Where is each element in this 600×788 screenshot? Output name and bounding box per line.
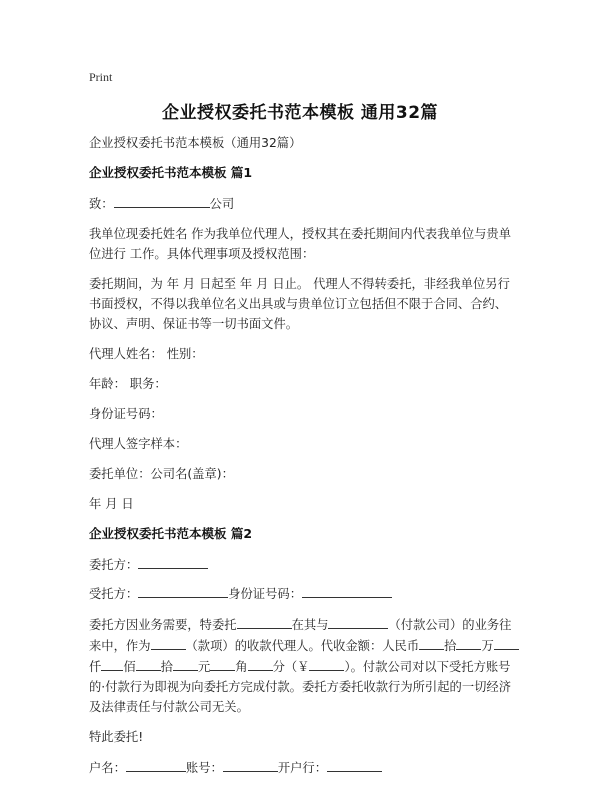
unit-wan: 万 [481,639,494,653]
unit-jiao: 角 [235,660,248,674]
unit-shi: 拾 [444,639,457,653]
collection-text-1: 委托方因业务需要，特委托 [89,618,237,632]
page-title: 企业授权委托书范本模板 通用32篇 [161,103,439,123]
blank-jiao [248,656,273,671]
date-line: 年 月 日 [89,497,134,511]
blank-yuan [210,656,235,671]
unit-qian: 仟 [89,660,102,674]
collection-paragraph [89,614,519,717]
agent-label: 受托方： [89,587,139,601]
principal-label: 委托方： [89,558,139,572]
agent-name-line: 代理人姓名： 性别： [89,347,204,361]
collection-text-4: （款项）的收款代理人。代收金额：人民币 [185,639,420,653]
term-paragraph: 委托期间，为 年 月 日起至 年 月 日止。 代理人不得转委托，非经我单位另行书面授权，不得以我单位名义出具或与贵单位订立包括但不限于合同、合约、协议、声明、保证书等一切书面文件。 [89,277,510,331]
blank-amount [309,656,344,671]
blank-wan [494,635,519,650]
id-number-line: 身份证号码： [89,407,163,421]
agent-id-label: 身份证号码： [228,587,302,601]
principal-blank [138,554,208,569]
agent-line [89,583,519,604]
blank-payment [151,635,186,650]
blank-company [328,614,388,629]
bank-blank [327,757,382,772]
agent-id-blank [302,583,392,598]
section2-heading: 企业授权委托书范本模板 篇2 [89,526,253,541]
unit-shi-2: 拾 [160,660,173,674]
principal-line [89,554,519,575]
collection-text-2: 在其与 [291,618,329,632]
signature-sample-line: 代理人签字样本： [89,437,188,451]
authorization-paragraph: 我单位现委托姓名 作为我单位代理人，授权其在委托期间内代表我单位与贵单位进行 工作。具体代理事项及授权范围： [89,227,512,261]
blank-shiwan [456,635,481,650]
agent-blank [138,583,228,598]
print-label[interactable]: Print [89,70,113,84]
bank-label: 开户行： [277,761,328,775]
unit-yuan: 元 [197,660,211,674]
account-name-label: 户名： [89,761,126,775]
account-name-blank [126,757,186,772]
document-body [89,133,519,788]
bank-info-line [89,757,519,778]
age-line: 年龄： 职务： [89,377,167,391]
blank-shi [173,656,198,671]
account-no-blank [223,757,278,772]
blank-qian [101,656,123,671]
addressee-line [89,193,519,214]
collection-text-3: （付款公司）的业务往来中，作为 [89,618,512,653]
special-entrust-line: 特此委托! [89,730,144,744]
account-no-label: 账号： [185,761,223,775]
addressee-prefix: 致： [89,197,114,211]
blank-agent-name [237,614,292,629]
blank-baiwan [419,635,444,650]
unit-bai: 佰 [123,660,136,674]
blank-bai [136,656,161,671]
addressee-suffix: 公司 [209,197,235,211]
collection-text-5: ）。付款公司对以下受托方账号的·付款行为即视为向委托方完成付款。委托方委托收款行为所引起的一切经济及法律责任与付款公司无关。 [89,660,512,714]
intro-line: 企业授权委托书范本模板（通用32篇） [89,136,302,150]
principal-unit-line: 委托单位：公司名(盖章)： [89,467,234,481]
unit-fen: 分（￥ [272,660,310,674]
addressee-blank [114,193,210,208]
section1-heading: 企业授权委托书范本模板 篇1 [89,165,253,180]
